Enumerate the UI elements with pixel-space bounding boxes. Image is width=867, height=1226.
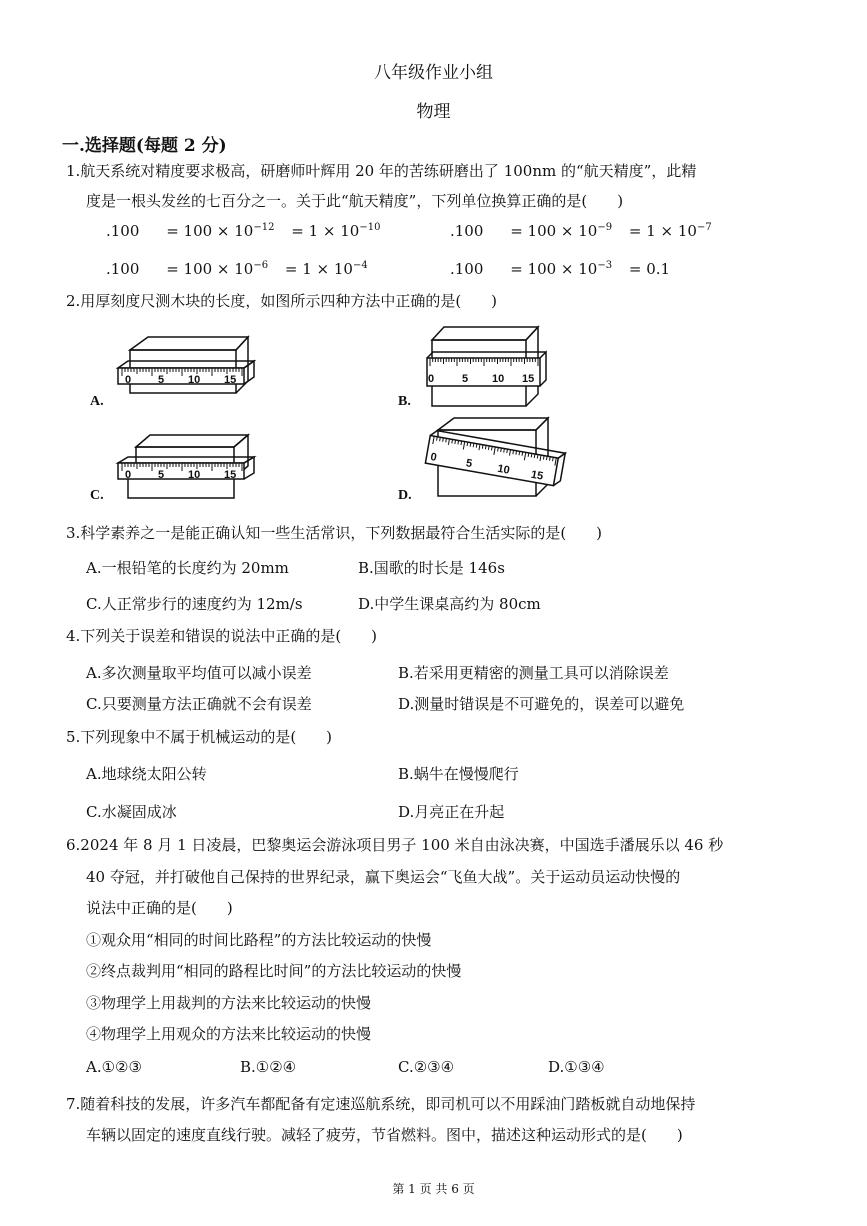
tick-label-10: 10 — [188, 374, 201, 386]
q1-option-d: $.100 = 100 \times 10^{-3} = 0.1$ — [450, 260, 671, 278]
ruler-tick — [549, 457, 550, 461]
ruler-tick — [467, 442, 468, 446]
ruler-tick — [491, 446, 492, 450]
q1-option-c: $.100 = 100 \times 10^{-6} = 1 \times 10^{-4}$ — [106, 260, 368, 278]
ruler-tick — [458, 441, 459, 445]
q5-option-b: B.蜗牛在慢慢爬行 — [398, 765, 519, 783]
figure-label-b: B. — [398, 394, 411, 409]
q6-line2: 40 夺冠，并打破他自己保持的世界纪录，赢下奥运会“飞鱼大战”。关于运动员运动快慢的 — [86, 868, 681, 886]
ruler-tick — [498, 448, 499, 452]
q3-text: 3.科学素养之一是能正确认知一些生活常识，下列数据最符合生活实际的是( ) — [66, 524, 603, 542]
tick-label-10: 10 — [492, 373, 505, 385]
ruler-tick — [443, 438, 444, 442]
ruler-tick — [537, 455, 538, 459]
q4-option-c: C.只要测量方法正确就不会有误差 — [86, 695, 312, 713]
q6-statement-4: ④物理学上用观众的方法来比较运动的快慢 — [86, 1025, 372, 1043]
q1-line1: 1.航天系统对精度要求极高，研磨师叶辉用 20 年的苦练研磨出了 100nm 的“航天精度”，此精 — [66, 162, 697, 180]
q7-line2: 车辆以固定的速度直线行驶。减轻了疲劳，节省燃料。图中，描述这种运动形式的是( ) — [86, 1126, 683, 1144]
tick-label-5: 5 — [158, 374, 165, 386]
tick-label-0: 0 — [125, 374, 132, 386]
q4-option-a: A.多次测量取平均值可以减小误差 — [86, 664, 312, 682]
ruler-tick — [488, 446, 489, 450]
q3-option-d: D.中学生课桌高约为 80cm — [358, 595, 541, 613]
ruler-tick — [501, 448, 502, 452]
ruler-tick — [470, 443, 471, 447]
ruler-figure-b — [422, 322, 582, 412]
ruler-figure-a — [88, 325, 288, 415]
q6-statement-1: ①观众用“相同的时间比路程”的方法比较运动的快慢 — [86, 931, 432, 949]
ruler-tick — [504, 449, 505, 453]
tick-label-15: 15 — [224, 469, 237, 481]
ruler-tick — [528, 453, 529, 457]
tick-label-10: 10 — [496, 462, 511, 477]
q6-option-d: D.①③④ — [548, 1058, 605, 1076]
ruler-tick — [553, 457, 554, 461]
q6-line1: 6.2024 年 8 月 1 日凌晨，巴黎奥运会游泳项目男子 100 米自由泳决赛，中国选手潘展乐以 46 秒 — [66, 836, 724, 854]
q5-text: 5.下列现象中不属于机械运动的是( ) — [66, 728, 333, 746]
q5-option-d: D.月亮正在升起 — [398, 803, 505, 821]
ruler-tick — [531, 453, 532, 457]
tick-label-0: 0 — [125, 469, 132, 481]
ruler-tick — [519, 451, 520, 455]
ruler-tick — [482, 445, 483, 449]
q5-option-a: A.地球绕太阳公转 — [86, 765, 207, 783]
tick-label-15: 15 — [224, 374, 237, 386]
q7-line1: 7.随着科技的发展，许多汽车都配备有定速巡航系统，即司机可以不用踩油门踏板就自动地保持 — [66, 1095, 696, 1113]
q6-option-c: C.②③④ — [398, 1058, 455, 1076]
q1-option-a: $.100 = 100 \times 10^{-12} = 1 \times 10^{-10}$ — [106, 222, 381, 240]
tick-label-10: 10 — [188, 469, 201, 481]
tick-label-15: 15 — [529, 468, 545, 483]
q6-option-a: A.①②③ — [86, 1058, 142, 1076]
ruler-tick — [534, 454, 535, 458]
tick-label-0: 0 — [428, 373, 435, 385]
ruler-tick — [513, 450, 514, 454]
q3-option-a: A.一根铅笔的长度约为 20mm — [86, 559, 289, 577]
q4-option-b: B.若采用更精密的测量工具可以消除误差 — [398, 664, 669, 682]
ruler-tick — [546, 456, 547, 460]
q5-option-c: C.水凝固成冰 — [86, 803, 177, 821]
q3-option-b: B.国歌的时长是 146s — [358, 559, 505, 577]
ruler-tick — [473, 443, 474, 447]
figure-label-c: C. — [90, 488, 104, 503]
figure-label-a: A. — [90, 394, 104, 409]
q4-text: 4.下列关于误差和错误的说法中正确的是( ) — [66, 627, 378, 645]
tick-label-0: 0 — [429, 450, 438, 464]
ruler-tick — [440, 437, 441, 441]
q1-line2: 度是一根头发丝的七百分之一。关于此“航天精度”，下列单位换算正确的是( ) — [86, 192, 624, 210]
tick-label-15: 15 — [522, 373, 535, 385]
q6-line3: 说法中正确的是( ) — [86, 899, 233, 917]
q6-statement-3: ③物理学上用裁判的方法来比较运动的快慢 — [86, 994, 372, 1012]
ruler-tick — [516, 451, 517, 455]
ruler-tick — [485, 445, 486, 449]
section-title: 一.选择题(每题 2 分) — [62, 136, 227, 156]
ruler-figure-d — [418, 410, 578, 500]
ruler-tick — [522, 452, 523, 456]
ruler-tick — [437, 437, 438, 441]
ruler-tick — [446, 438, 447, 442]
q1-option-b: $.100 = 100 \times 10^{-9} = 1 \times 10^{-7}$ — [450, 222, 712, 240]
figure-label-d: D. — [398, 488, 412, 503]
ruler-figure-c — [88, 430, 288, 505]
page-footer: 第 1 页 共 6 页 — [392, 1182, 475, 1196]
ruler-tick — [543, 456, 544, 460]
ruler-tick — [507, 449, 508, 453]
ruler-tick — [476, 444, 477, 448]
group-title: 八年级作业小组 — [374, 63, 493, 83]
tick-label-5: 5 — [464, 457, 474, 471]
ruler-tick — [461, 441, 462, 445]
ruler-tick — [452, 439, 453, 443]
tick-label-5: 5 — [158, 469, 165, 481]
q6-option-b: B.①②④ — [240, 1058, 297, 1076]
q3-option-c: C.人正常步行的速度约为 12m/s — [86, 595, 303, 613]
subject-title: 物理 — [416, 102, 451, 122]
q2-text: 2.用厚刻度尺测木块的长度，如图所示四种方法中正确的是( ) — [66, 292, 498, 310]
q6-statement-2: ②终点裁判用“相同的路程比时间”的方法比较运动的快慢 — [86, 962, 462, 980]
q4-option-d: D.测量时错误是不可避免的，误差可以避免 — [398, 695, 685, 713]
tick-label-5: 5 — [462, 373, 469, 385]
ruler-tick — [455, 440, 456, 444]
